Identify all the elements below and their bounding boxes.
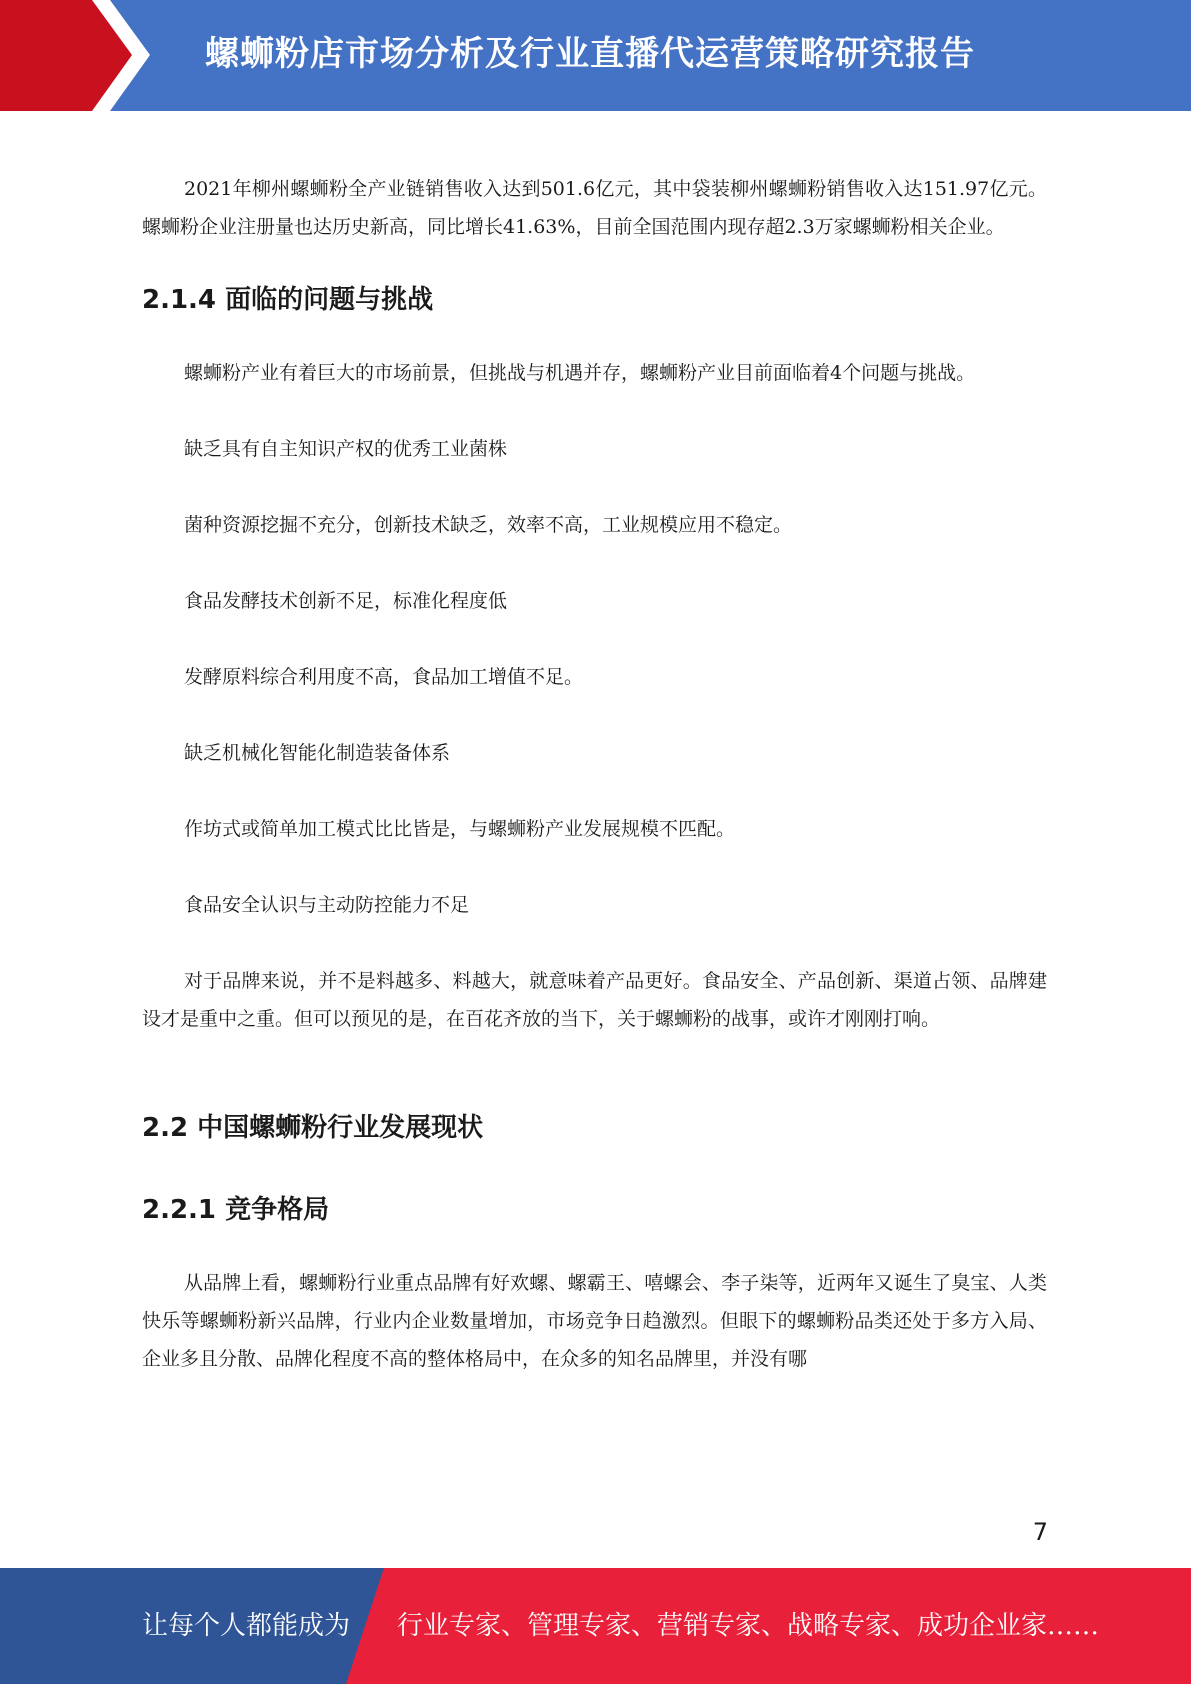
heading-2-2-1: 2.2.1 竞争格局 <box>142 1195 330 1225</box>
page-number: 7 <box>1032 1518 1048 1546</box>
paragraph-sales: 2021年柳州螺蛳粉全产业链销售收入达到501.6亿元，其中袋装柳州螺蛳粉销售收入达151.97亿元。螺蛳粉企业注册量也达历史新高，同比增长41.63%，目前全国范围内现存超2.3万家螺蛳粉相关企业。 <box>142 178 1047 238</box>
challenge-3-text: 作坊式或简单加工模式比比皆是，与螺蛳粉产业发展规模不匹配。 <box>184 818 736 840</box>
challenge-1-title: 缺乏具有自主知识产权的优秀工业菌株 <box>184 438 508 460</box>
footer-banner <box>0 1568 1191 1684</box>
header-banner <box>0 0 1191 111</box>
challenge-3-title: 缺乏机械化智能化制造装备体系 <box>184 742 451 764</box>
paragraph-competition: 从品牌上看，螺蛳粉行业重点品牌有好欢螺、螺霸王、嘻螺会、李子柒等，近两年又诞生了臭宝、人类快乐等螺蛳粉新兴品牌，行业内企业数量增加，市场竞争日趋激烈。但眼下的螺蛳粉品类还处于多方入局、企业多且分散、品牌化程度不高的整体格局中，在众多的知名品牌里，并没有哪 <box>142 1272 1047 1370</box>
paragraph-challenges-intro: 螺蛳粉产业有着巨大的市场前景，但挑战与机遇并存，螺蛳粉产业目前面临着4个问题与挑战。 <box>184 362 976 384</box>
heading-2-1-4: 2.1.4 面临的问题与挑战 <box>142 285 434 315</box>
footer-slogan-right: 行业专家、管理专家、营销专家、战略专家、成功企业家…… <box>397 1611 1100 1641</box>
footer-slogan-left: 让每个人都能成为 <box>142 1611 351 1641</box>
challenge-2-title: 食品发酵技术创新不足，标准化程度低 <box>184 590 508 612</box>
challenge-2-text: 发酵原料综合利用度不高，食品加工增值不足。 <box>184 666 584 688</box>
report-title: 螺蛳粉店市场分析及行业直播代运营策略研究报告 <box>205 34 975 74</box>
challenge-1-text: 菌种资源挖掘不充分，创新技术缺乏，效率不高，工业规模应用不稳定。 <box>184 514 793 536</box>
paragraph-brand-outlook: 对于品牌来说，并不是料越多、料越大，就意味着产品更好。食品安全、产品创新、渠道占领、品牌建设才是重中之重。但可以预见的是，在百花齐放的当下，关于螺蛳粉的战事，或许才刚刚打响。 <box>142 970 1047 1030</box>
document-body <box>142 170 1047 1378</box>
heading-2-2: 2.2 中国螺蛳粉行业发展现状 <box>142 1113 484 1143</box>
challenge-4-title: 食品安全认识与主动防控能力不足 <box>184 894 470 916</box>
